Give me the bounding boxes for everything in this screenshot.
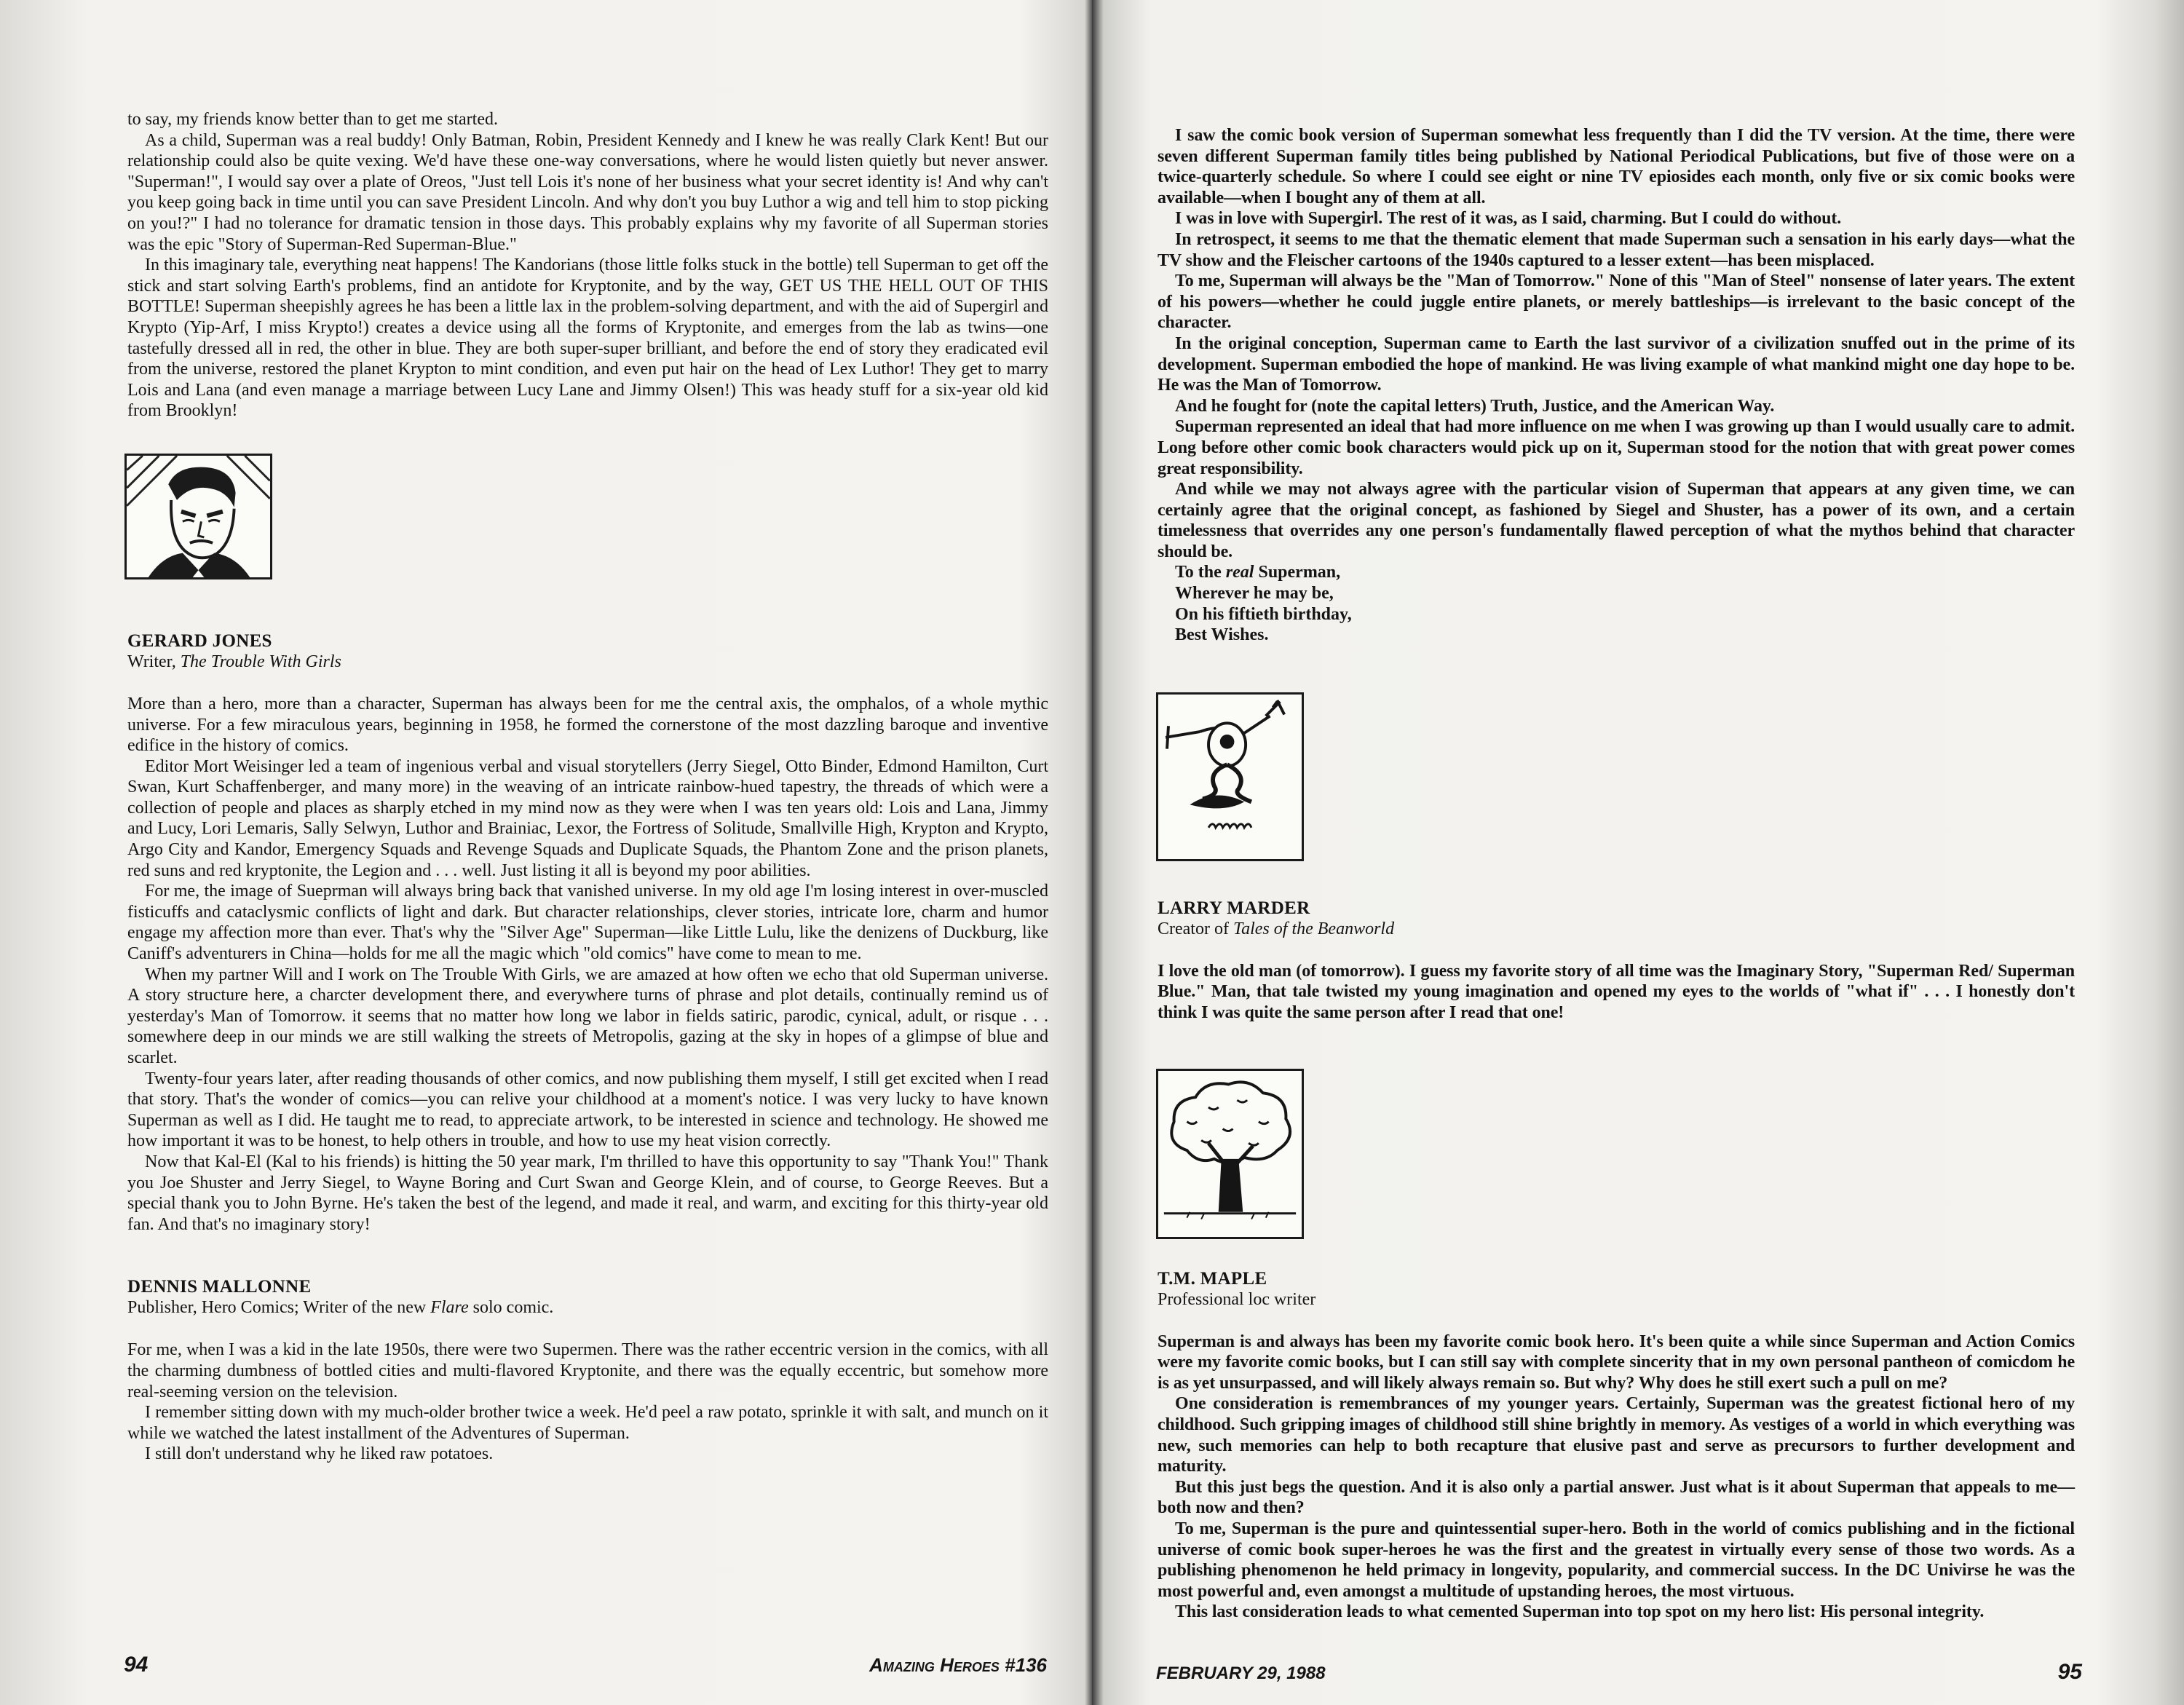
article-paragraph: But this just begs the question. And it is also only a partial answer. Just what is it about Superman that appeals to me—both now and then? [1158,1477,2075,1518]
dennis-mallonne-section [127,1277,1048,1465]
tm-maple-drawing [1156,1069,1304,1239]
article-paragraph: For me, the image of Sueprman will always bring back that vanished universe. In my old age I'm losing interest in over-muscled fisticuffs and cataclysmic conflicts of light and dark. But character relationships, clever stories, intricate lore, charm and humor engage my affection more than ever. That's why the "Silver Age" Superman—like Little Lulu, like the denizens of Duckburg, like Caniff's adventurers in China—holds for me all the magic which "old comics" have come to mean to me. [127,882,1048,964]
contributor-name: LARRY MARDER [1158,898,1310,918]
running-date: FEBRUARY 29, 1988 [1156,1664,1326,1683]
article-paragraph: Superman is and always has been my favorite comic book hero. It's been quite a while since Superman and Action Comics were my favorite comic books, but I can still say with complete sincerity that in my own personal pantheon of comicdom he is as yet unsurpassed, and will likely always remain so. But why? Why does he still exert such a pull on me? [1158,1332,2075,1393]
contributor-role [127,1297,1048,1318]
signoff-line: On his fiftieth birthday, [1175,604,1352,624]
gerard-jones-section [127,631,1048,1235]
article-paragraph: I saw the comic book version of Superman somewhat less frequently than I did the TV version. At the time, there were seven different Superman family titles being published by National Periodical Publications, but five of those were on a twice-quarterly schedule. So where I could see eight or nine TV epiosides each month, only five or six comic books were available—when I bought any of them at all. [1158,126,2075,207]
signoff-suffix: Superman, [1254,563,1341,582]
role-title: Tales of the Beanworld [1233,919,1395,938]
signoff-line [1158,562,2075,583]
article-paragraph: I was in love with Supergirl. The rest of it was, as I said, charming. But I could do without. [1175,209,1842,229]
tree-drawing [1158,1071,1302,1237]
contributor-name: DENNIS MALLONNE [127,1277,312,1297]
signoff-line: Best Wishes. [1175,625,1269,645]
signoff-prefix: To the [1175,563,1226,582]
mallonne-continued [1158,125,2075,646]
contributor-name: T.M. MAPLE [1158,1268,1267,1289]
article-paragraph: To me, Superman will always be the "Man of Tomorrow." None of this "Man of Steel" nonsense of later years. The extent of his powers—whether he could juggle entire planets, or merely battleships—is irrelevant to the basic concept of the character. [1158,272,2075,333]
page-number: 94 [124,1653,149,1677]
article-paragraph: This last consideration leads to what cemented Superman into top spot on my hero list: His personal integrity. [1175,1602,1985,1622]
article-paragraph: Twenty-four years later, after reading thousands of other comics, and now publishing them myself, I still get excited when I read that story. That's the wonder of comics—you can relive your childhood at a moment's notice. I was very lucky to have known Superman as well as I did. He taught me to read, to appreciate artwork, to be interested in science and technology. He showed me how important it was to be honest, to help others in trouble, and how to use my heat vision correctly. [127,1069,1048,1151]
role-suffix: solo comic. [468,1298,554,1318]
caricature-drawing [127,456,270,577]
article-paragraph: To me, Superman is the pure and quintessential super-hero. Both in the world of comics publishing and in the fictional universe of comic book super-heroes he was the first and the greatest in virtually every sense of those two words. As a publishing phenomenon he held primacy in longevity, popularity, and commercial success. In the DC Univirse he was the most powerful and, even amongst a multitude of upstanding heroes, the most virtuous. [1158,1519,2075,1601]
beanworld-figure-drawing [1158,695,1302,859]
role-prefix: Writer, [127,652,181,671]
signoff-italic: real [1225,563,1254,582]
signoff [1158,562,2075,645]
article-paragraph: I still don't understand why he liked raw potatoes. [145,1444,494,1464]
intro-paragraph: to say, my friends know better than to get me started. [127,110,498,129]
larry-marder-section [1158,898,2075,1024]
gerard-jones-portrait [124,454,272,579]
contributor-role [127,652,1048,672]
article-paragraph: Superman represented an ideal that had more influence on me when I was growing up than I would usually care to admit. Long before other comic book characters would pick up on it, Superman stood for the notion that with great power comes great responsibility. [1158,417,2075,478]
contributor-role: Professional loc writer [1158,1289,1316,1309]
role-title: The Trouble With Girls [180,652,341,671]
article-paragraph: And he fought for (note the capital letters) Truth, Justice, and the American Way. [1175,396,1775,416]
role-prefix: Publisher, Hero Comics; Writer of the new [127,1298,431,1318]
article-paragraph: More than a hero, more than a character, Superman has always been for me the central axis, the omphalos, of a whole mythic universe. For a few miraculous years, beginning in 1958, he formed the cornerstone of the most dazzling baroque and inventive edifice in the history of comics. [127,694,1048,756]
article-paragraph: In retrospect, it seems to me that the thematic element that made Superman such a sensation in his early days—what the TV show and the Fleischer cartoons of the 1940s captured to a lesser extent—has been misplaced. [1158,229,2075,270]
intro-paragraph: In this imaginary tale, everything neat happens! The Kandorians (those little folks stuck in the bottle) tell Superman to get off the stick and start solving Earth's problems, find an antidote for Kryptonite, and by the way, GET US THE HELL OUT OF THIS BOTTLE! Superman sheepishly agrees he has been a little lax in the problem-solving department, and with the aid of Supergirl and Krypto (Yip-Arf, I miss Krypto!) creates a device using all the forms of Kryptonite, and emerges from the lab as twins—one tastefully dressed all in red, the other in blue. They are both super-super brilliant, and before the end of story they eradicated evil from the universe, restored the planet Krypton to mint condition, and even put hair on the head of Lex Luthor! They get to marry Lois and Lana (and even manage a marriage between Lucy Lane and Jimmy Olsen!) This was heady stuff for a six-year old kid from Brooklyn! [127,256,1048,421]
role-title: Flare [430,1298,469,1318]
running-title: Amazing Heroes #136 [869,1654,1047,1676]
article-paragraph: I love the old man (of tomorrow). I guess my favorite story of all time was the Imaginary Story, "Superman Red/ Superman Blue." Man, that tale twisted my young imagination and opened my eyes to the worlds of "what if" . . . I honestly don't think I was quite the same person after I read that one! [1158,961,2075,1023]
signoff-line: Wherever he may be, [1175,584,1334,604]
article-paragraph: And while we may not always agree with the particular vision of Superman that appears at any given time, we can certainly agree that the original concept, as fashioned by Siegel and Shuster, has a power of its own, and a certain timelessness that overrides any one person's fundamentally flawed perception of what the mythos behind that character should be. [1158,480,2075,561]
right-page [1092,0,2184,1705]
contributor-name: GERARD JONES [127,630,272,651]
tm-maple-section [1158,1269,2075,1623]
article-paragraph: Now that Kal-El (Kal to his friends) is hitting the 50 year mark, I'm thrilled to have this opportunity to say "Thank You!" Thank you Joe Shuster and Jerry Siegel, to Wayne Boring and Curt Swan and George Klein, and of course, to George Reeves. But a special thank you to John Byrne. He's taken the best of the legend, and made it real, and warm, and exciting for this thirty-year old fan. And that's no imaginary story! [127,1152,1048,1234]
larry-marder-drawing [1156,692,1304,861]
article-paragraph: Editor Mort Weisinger led a team of ingenious verbal and visual storytellers (Jerry Siegel, Otto Binder, Edmond Hamilton, Curt Swan, Kurt Schaffenberger, and many more) in the weaving of an intricate rainbow-hued tapestry, the threads of which were a collection of people and places as sharply etched in my mind now as they were when I was ten years old: Lois and Lana, Jimmy and Lucy, Lori Lemaris, Sally Selwyn, Luthor and Brainiac, Lexor, the Fortress of Solitude, Smallville High, Krypton and Krypto, Argo City and Kandor, Emergency Squads and Revenge Squads and Duplicate Squads, the Phantom Zone and the prison planets, red suns and red kryptonite, the Legion and . . . well. Just listing it all is beyond my poor abilities. [127,756,1048,880]
article-paragraph: I remember sitting down with my much-older brother twice a week. He'd peel a raw potato, sprinkle it with salt, and munch on it while we watched the latest installment of the Adventures of Superman. [127,1403,1048,1443]
contributor-role [1158,919,2075,939]
article-paragraph: When my partner Will and I work on The Trouble With Girls, we are amazed at how often we echo that old Superman universe. A story structure here, a charcter development there, and everywhere turns of phrase and plot details, continually remind us of yesterday's Man of Tomorrow. it seems that no matter how long we labor in fields satiric, parodic, cynical, adult, or risque . . . somewhere deep in our minds we are still walking the streets of Metropolis, gazing at the sky in hopes of a glimpse of blue and scarlet. [127,965,1048,1067]
role-prefix: Creator of [1158,919,1233,938]
page-number: 95 [2057,1660,2082,1684]
article-paragraph: In the original conception, Superman came to Earth the last survivor of a civilization snuffed out in the prime of its development. Superman embodied the hope of mankind. He was living example of what mankind might one day hope to be. He was the Man of Tomorrow. [1158,333,2075,395]
intro-article [127,109,1048,422]
article-paragraph: For me, when I was a kid in the late 1950s, there were two Supermen. There was the rather eccentric version in the comics, with all the charming dumbness of bottled cities and multi-flavored Kryptonite, and there was the equally eccentric, but somehow more real-seeming version on the television. [127,1340,1048,1401]
intro-paragraph: As a child, Superman was a real buddy! Only Batman, Robin, President Kennedy and I knew he was really Clark Kent! But our relationship could also be quite vexing. We'd have these one-way conversations, where he would listen quietly but never answer. "Superman!", I would say over a plate of Oreos, "Just tell Lois it's none of her business what your secret identity is! And why can't you keep going back in time until you can save President Lincoln. And why don't you buy Luthor a wig and tell him to stop picking on you!?" I had no tolerance for dramatic tension in those days. This probably explains why my favorite of all Superman stories was the epic "Story of Superman-Red Superman-Blue." [127,130,1048,254]
article-paragraph: One consideration is remembrances of my younger years. Certainly, Superman was the greatest fictional hero of my childhood. Such gripping images of childhood still shine brightly in memory. As vestiges of a world in which everything was new, such memories can help to both recapture that elusive past and serve as precursors to further development and maturity. [1158,1394,2075,1476]
